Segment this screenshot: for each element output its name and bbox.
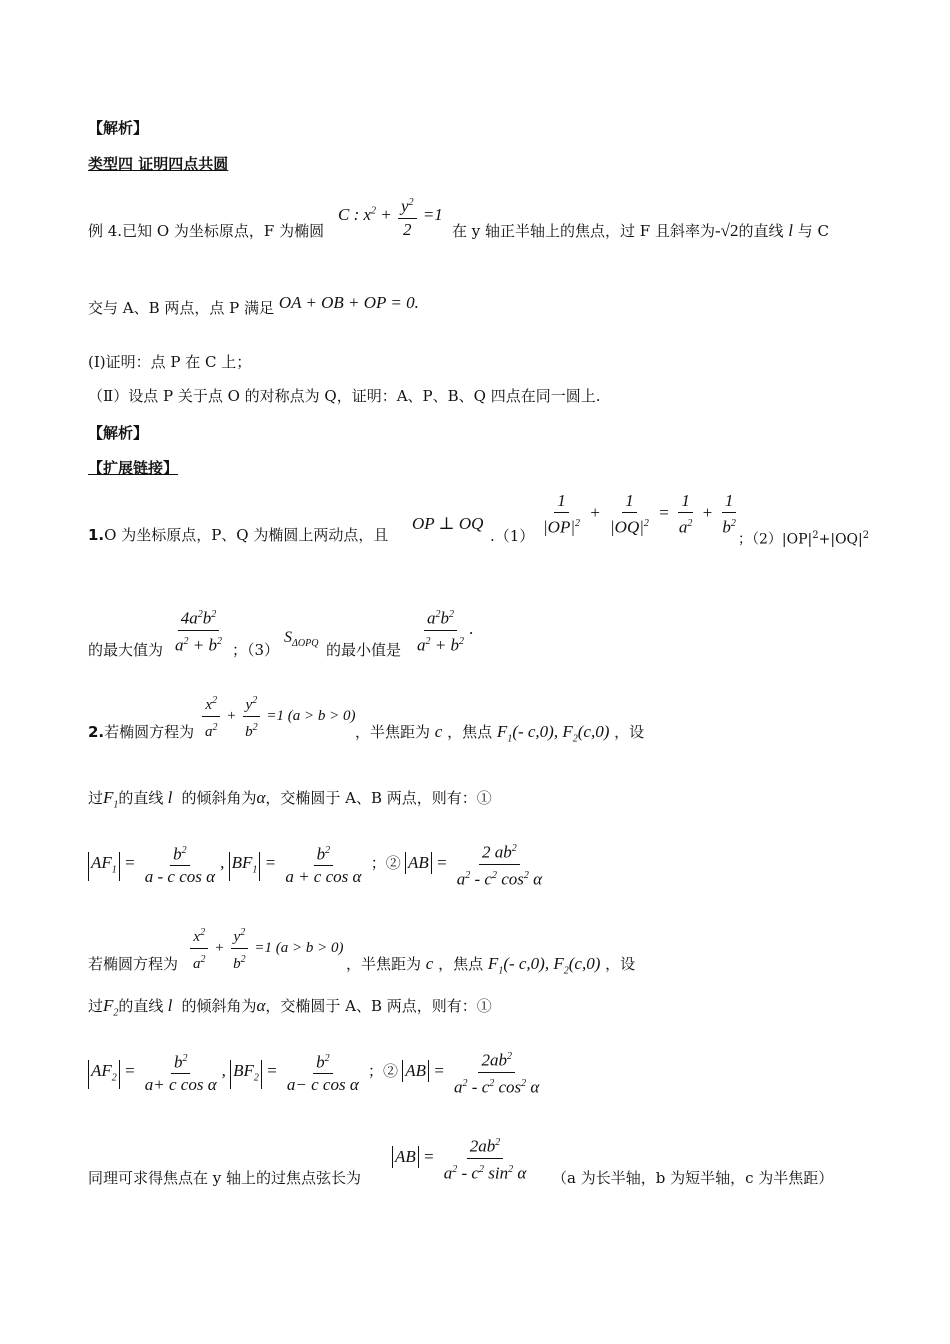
- item1-line2-c: 的最小值是: [326, 641, 402, 659]
- item3-formulas: $AF_2$ = $\frac{b^2}{\text{a+ c cos α}}$ , $BF_2$ = $\frac{b^2}{\text{a− c cos α}}$ ；② AB = $\frac{2ab^2}{a^2 - c^2 \cos^2 \alpha}$: [88, 1046, 544, 1098]
- reciprocal-sum-formula: $\frac{1}{|OP|^2}$ + $\frac{1}{|OQ|^2}$ = $\frac{1}{a^2}$ + $\frac{1}{b^2}$: [543, 491, 736, 537]
- section-heading-type4: 类型四 证明四点共圆: [88, 155, 229, 173]
- extension-heading: 【扩展链接】: [88, 459, 179, 477]
- item3-tail: ，半焦距为 c ，焦点 $F_1(-$ c,0), $F_2(c,0)$ ，设: [346, 954, 636, 977]
- item2-ellipse-equation: $\frac{x^2}{a^2}$ + $\frac{y^2}{b^2}$ =1 (a > b > 0): [200, 690, 355, 743]
- item3-ellipse-equation: $\frac{x^2}{a^2}$ + $\frac{y^2}{b^2}$ =1 (a > b > 0): [188, 922, 343, 975]
- max-value-formula: $\frac{4a^2b^2}{a^2 + b^2}$: [170, 604, 227, 656]
- ellipse-equation: C : $x^2$ + $\frac{y^2}{2}$ =1: [338, 192, 443, 241]
- focal-chord-formula: AB = $\frac{2ab^2}{a^2 - c^2 \sin^2 \alpha}$: [392, 1132, 531, 1184]
- item1-line2-b: ；（3）: [232, 641, 280, 659]
- item1-p1: .（1）: [490, 527, 535, 545]
- example4-line1: [88, 189, 325, 240]
- triangle-area-symbol: $S_{\Delta OPQ}$: [284, 629, 319, 650]
- item1-line1: 1.O 为坐标原点，P、Q 为椭圆上两动点，且: [88, 526, 389, 544]
- item2-line2: 过$F_1$的直线 l 的倾斜角为α，交椭圆于 A、B 两点，则有：①: [88, 788, 492, 811]
- item2-tail: ，半焦距为 c ，焦点 $F_1(-$ c,0), $F_2(c,0)$ ，设: [355, 722, 645, 745]
- perpendicular-formula: OP ⊥ OQ: [412, 514, 484, 533]
- item2-formulas: $AF_1$ = $\frac{b^2}{\text{a - c cos α}}$ , $BF_1$ = $\frac{b^2}{\text{a + c cos α}}$ ；② AB = $\frac{2 ab^2}{a^2 - c^2 \cos^2 \alpha}$: [88, 838, 547, 890]
- analysis-label-1: 【解析】: [88, 119, 149, 137]
- item1-line2-a: 的最大值为: [88, 641, 164, 659]
- question-2: （Ⅱ）设点 P 关于点 O 的对称点为 Q，证明：A、P、B、Q 四点在同一圆上.: [88, 387, 601, 405]
- final-suffix: （a 为长半轴，b 为短半轴，c 为半焦距）: [552, 1169, 834, 1187]
- question-1: (I)证明：点 P 在 C 上；: [88, 353, 252, 371]
- analysis-label-2: 【解析】: [88, 424, 149, 442]
- example4-line2: 交与 A、B 两点，点 P 满足 OA + OB + OP = 0.: [88, 293, 419, 317]
- example4-prefix: 例 4.已知 O 为坐标原点，F 为椭圆: [88, 222, 325, 240]
- item3-line1: 若椭圆方程为: [88, 955, 179, 973]
- item3-line2: 过$F_2$的直线 l 的倾斜角为α，交椭圆于 A、B 两点，则有：①: [88, 996, 492, 1019]
- item2-line1: 2.若椭圆方程为: [88, 723, 195, 741]
- final-line: 同理可求得焦点在 y 轴上的过焦点弦长为: [88, 1169, 362, 1187]
- example4-mid: 在 y 轴正半轴上的焦点，过 F 且斜率为-√2的直线 l 与 C: [452, 221, 830, 240]
- min-value-formula: $\frac{a^2b^2}{a^2 + b^2}$ .: [412, 604, 473, 656]
- item1-p2: ；$(2)|OP|^2+|OQ|^2$: [738, 530, 870, 548]
